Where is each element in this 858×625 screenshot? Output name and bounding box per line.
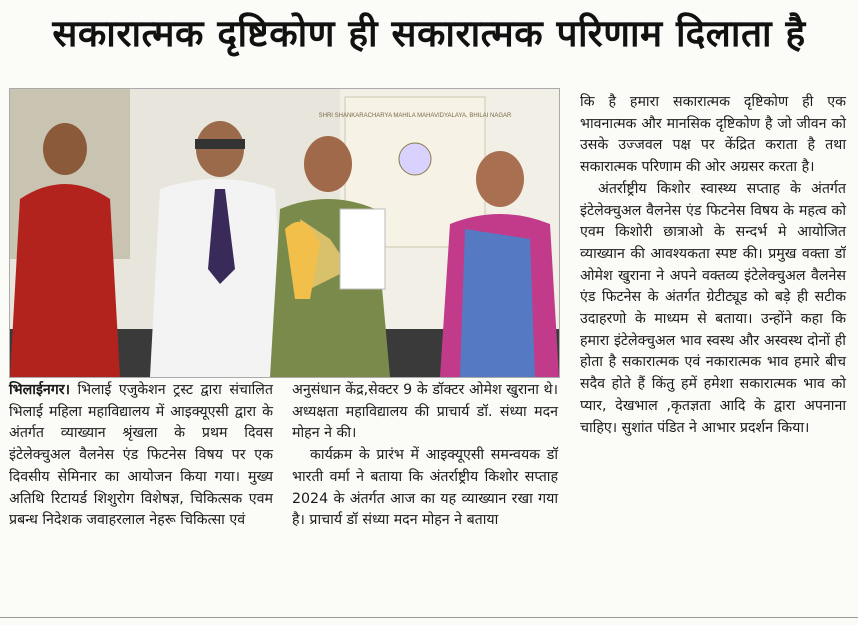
article-column-1: [9, 380, 273, 532]
col1-text: भिलाई एजुकेशन ट्रस्ट द्वारा संचालित भिलाई महिला महाविद्यालय में आइक्यूएसी द्वारा के अंतर्गत व्याख्यान श्रृंखला के प्रथम दिवस इंटेलेक्चुअल वैलनेस एंड फिटनेस विषय पर एक दिवसीय सेमिनार का आयोजन किया गया। मुख्य अतिथि रिटायर्ड शिशुरोग विशेषज्ञ, चिकित्सक एवम प्रबन्ध निदेशक जवाहरलाल नेहरू चिकित्सा एवं: [9, 382, 273, 529]
headline: सकारात्मक दृष्टिकोण ही सकारात्मक परिणाम दिलाता है: [52, 12, 806, 55]
article-column-3: [580, 92, 846, 439]
banner-text: SHRI SHANKARACHARYA MAHILA MAHAVIDYALAYA, BHILAI NAGAR: [318, 113, 512, 119]
dateline: भिलाईनगर।: [9, 382, 70, 398]
article-column-2: [292, 380, 558, 532]
col3-paragraph-1: कि है हमारा सकारात्मक दृष्टिकोण ही एक भावनात्मक और मानसिक दृष्टिकोण है जो जीवन को उसके उज्जवल पक्ष पर केंद्रित कराता है तथा सकारात्मक परिणाम की ओर अग्रसर करता है।: [580, 94, 846, 176]
col2-paragraph-1: अनुसंधान केंद्र,सेक्टर 9 के डॉक्टर ओमेश खुराना थे। अध्यक्षता महाविद्यालय की प्राचार्य डॉ. संध्या मदन मोहन ने की।: [292, 382, 558, 442]
col3-paragraph-2: अंतर्राष्ट्रीय किशोर स्वास्थ्य सप्ताह के अंतर्गत इंटेलेक्चुअल वैलनेस एंड फिटनेस विषय के महत्व को एवम किशोरी छात्राओ के सन्दर्भ मे आयोजित व्याख्यान की आवश्यकता स्पष्ट की। प्रमुख वक्ता डॉ ओमेश खुराना ने अपने वक्तव्य इंटेलेक्चुअल वैलनेस एंड फिटनेस के अंतर्गत ग्रेटीट्यूड को बड़े ही सटीक उदाहरणो के माध्यम से बताया। उन्होंने कहा कि हमारा इंटेलेक्चुअल भाव स्वस्थ और अस्वस्थ दोनों ही होता है सकारात्मक एवं नकारात्मक भाव हमारे बीच सदैव होते हैं किंतु हमें हमेशा सकारात्मक भाव को प्यार, देखभाल ,कृतज्ञता आदि के द्वारा अपनाना चाहिए। सुशांत पंडित ने आभार प्रदर्शन किया।: [580, 180, 846, 436]
news-photo: [9, 88, 560, 378]
col2-paragraph-2: कार्यक्रम के प्रारंभ में आइक्यूएसी समन्वयक डॉ भारती वर्मा ने बताया कि अंतर्राष्ट्रीय किशोर सप्ताह 2024 के अंतर्गत आज का यह व्याख्यान रखा गया है। प्राचार्य डॉ संध्या मदन मोहन ने बताया: [292, 447, 558, 529]
